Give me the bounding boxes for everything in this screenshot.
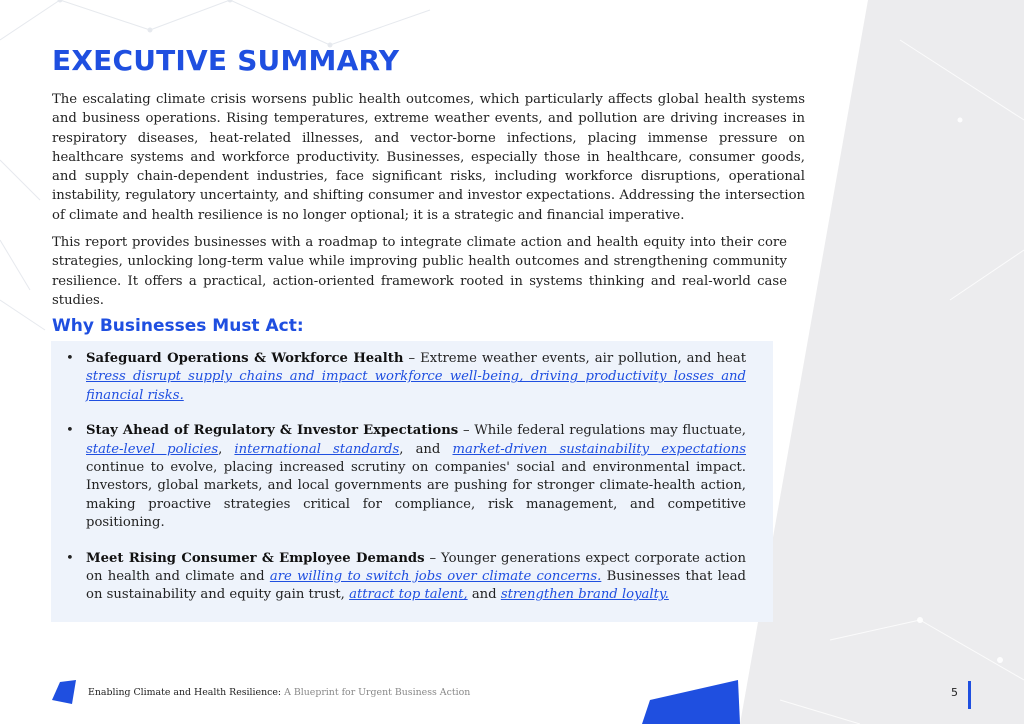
section-heading: Why Businesses Must Act: xyxy=(52,316,304,336)
link-brand-loyalty[interactable]: strengthen brand loyalty. xyxy=(500,587,669,603)
separator: , xyxy=(218,441,235,457)
bullet-text: – While federal regulations may fluctuate, xyxy=(458,423,746,439)
link-attract-talent[interactable]: attract top talent, xyxy=(349,587,468,603)
page-title: EXECUTIVE SUMMARY xyxy=(52,44,400,77)
bullet-item xyxy=(64,350,746,405)
page-number: 5 xyxy=(951,686,958,699)
link-international-standards[interactable]: international standards xyxy=(234,441,400,457)
link-switch-jobs[interactable]: are willing to switch jobs over climate concerns. xyxy=(269,569,602,585)
bullet-heading: Meet Rising Consumer & Employee Demands xyxy=(86,550,425,566)
bullet-list xyxy=(64,350,746,622)
bullet-text: and xyxy=(467,587,501,603)
footer-caption xyxy=(88,687,470,698)
bullet-text: continue to evolve, placing increased scrutiny on companies' social and environmental impact. Investors, global markets, and local governments are pushing for stronger climate-health action, making proactive strategies critical for compliance, risk management, and competitive positioning. xyxy=(86,460,746,531)
bullet-text: Businesses that lead on sustainability and equity gain trust, xyxy=(86,569,746,603)
link-market-driven-expectations[interactable]: market-driven sustainability expectations xyxy=(452,441,747,457)
bullet-heading: Stay Ahead of Regulatory & Investor Expectations xyxy=(86,423,459,439)
separator: , and xyxy=(399,441,453,457)
bullet-text: – Younger generations expect corporate action on health and climate and xyxy=(86,550,746,585)
page-number-bar xyxy=(968,681,971,709)
footer-logo-shape xyxy=(52,680,76,704)
footer-blue-wedge xyxy=(642,680,740,724)
intro-paragraph-1: The escalating climate crisis worsens public health outcomes, which particularly affects global health systems and business operations. Rising temperatures, extreme weather events, and pollution are driving increases in respiratory diseases, heat-related illnesses, and vector-borne infections, placing immense pressure on healthcare systems and workforce productivity. Businesses, especially those in healthcare, consumer goods, and supply chain-dependent industries, face significant risks, including workforce disruptions, operational instability, regulatory uncertainty, and shifting consumer and investor expectations. Addressing the intersection of climate and health resilience is no longer optional; it is a strategic and financial imperative. xyxy=(52,92,805,223)
intro-paragraph-2: This report provides businesses with a roadmap to integrate climate action and health equity into their core strategies, unlocking long-term value while improving public health outcomes and strengthening community resilience. It offers a practical, action-oriented framework rooted in systems thinking and real-world case studies. xyxy=(52,235,787,308)
footer-subtitle: A Blueprint for Urgent Business Action xyxy=(281,687,471,698)
footer-title: Enabling Climate and Health Resilience: xyxy=(88,687,282,698)
link-state-level-policies[interactable]: state-level policies xyxy=(86,441,219,457)
bullet-heading: Safeguard Operations & Workforce Health xyxy=(86,351,404,366)
bullet-item xyxy=(64,550,746,605)
bullet-text: – Extreme weather events, air pollution, and heat xyxy=(403,351,746,366)
bullet-link[interactable]: stress disrupt supply chains and impact workforce well-being, driving productivity losses and financial risks. xyxy=(86,369,746,403)
bullet-item xyxy=(64,422,746,532)
